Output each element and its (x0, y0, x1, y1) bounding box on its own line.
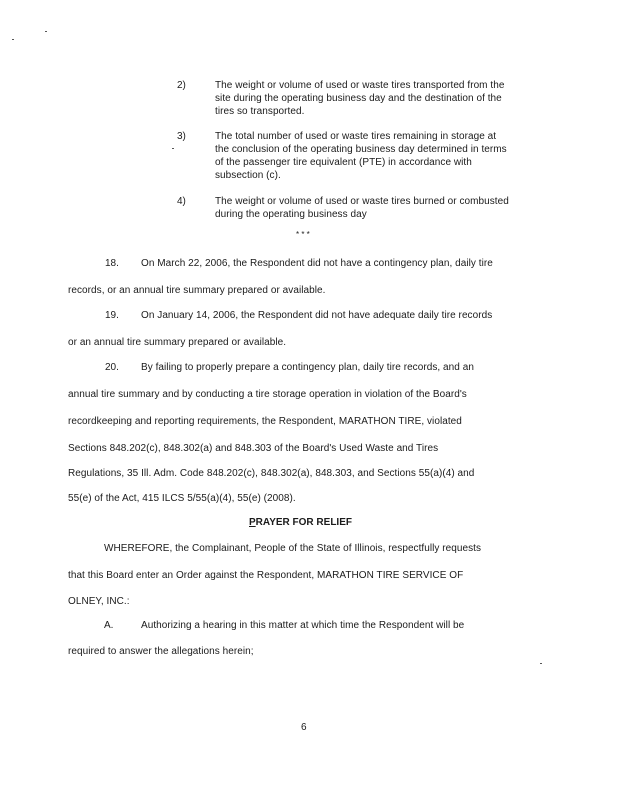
paragraph-line: or an annual tire summary prepared or available. (68, 337, 287, 348)
subsection-line: during the operating business day (215, 209, 367, 220)
subsection-line: The total number of used or waste tires remaining in storage at (215, 131, 497, 142)
paragraph-line: On March 22, 2006, the Respondent did not have a contingency plan, daily tire (141, 258, 493, 269)
subsection-line: site during the operating business day and the destination of the (215, 93, 502, 104)
item-letter: A. (104, 620, 114, 631)
scan-speck (45, 31, 47, 32)
page-number: 6 (301, 722, 307, 733)
paragraph-line: By failing to properly prepare a contingency plan, daily tire records, and an (141, 362, 474, 373)
subsection-line: tires so transported. (215, 106, 305, 117)
paragraph-line: 55(e) of the Act, 415 ILCS 5/55(a)(4), 55(e) (2008). (68, 493, 296, 504)
subsection-number: 2) (177, 80, 186, 91)
item-line: Authorizing a hearing in this matter at which time the Respondent will be (141, 620, 465, 631)
paragraph-line: On January 14, 2006, the Respondent did not have adequate daily tire records (141, 310, 493, 321)
prayer-for-relief-heading (249, 517, 352, 528)
paragraph-number: 18. (105, 258, 119, 269)
paragraph-line: recordkeeping and reporting requirements, the Respondent, MARATHON TIRE, violated (68, 416, 462, 427)
subsection-number: 3) (177, 131, 186, 142)
heading-underlined-letter: P (249, 517, 256, 528)
heading-rest: RAYER FOR RELIEF (255, 517, 352, 528)
subsection-line: of the passenger tire equivalent (PTE) in accordance with (215, 157, 472, 168)
paragraph-line: records, or an annual tire summary prepared or available. (68, 285, 326, 296)
paragraph-number: 19. (105, 310, 119, 321)
wherefore-line: OLNEY, INC.: (68, 596, 130, 607)
subsection-line: the conclusion of the operating business day determined in terms (215, 144, 507, 155)
ellipsis: * * * (296, 230, 310, 239)
wherefore-line: that this Board enter an Order against the Respondent, MARATHON TIRE SERVICE OF (68, 570, 464, 581)
scan-speck (172, 148, 174, 149)
paragraph-line: Regulations, 35 Ill. Adm. Code 848.202(c), 848.302(a), 848.303, and Sections 55(a)(4) and (68, 468, 475, 479)
subsection-line: subsection (c). (215, 170, 281, 181)
paragraph-line: Sections 848.202(c), 848.302(a) and 848.303 of the Board's Used Waste and Tires (68, 443, 439, 454)
paragraph-number: 20. (105, 362, 119, 373)
scan-speck (12, 39, 14, 40)
paragraph-line: annual tire summary and by conducting a tire storage operation in violation of the Board's (68, 389, 467, 400)
subsection-line: The weight or volume of used or waste tires transported from the (215, 80, 505, 91)
wherefore-line: WHEREFORE, the Complainant, People of the State of Illinois, respectfully requests (104, 543, 482, 554)
scan-speck (540, 663, 542, 664)
subsection-number: 4) (177, 196, 186, 207)
subsection-line: The weight or volume of used or waste tires burned or combusted (215, 196, 509, 207)
item-line: required to answer the allegations herein; (68, 646, 254, 657)
